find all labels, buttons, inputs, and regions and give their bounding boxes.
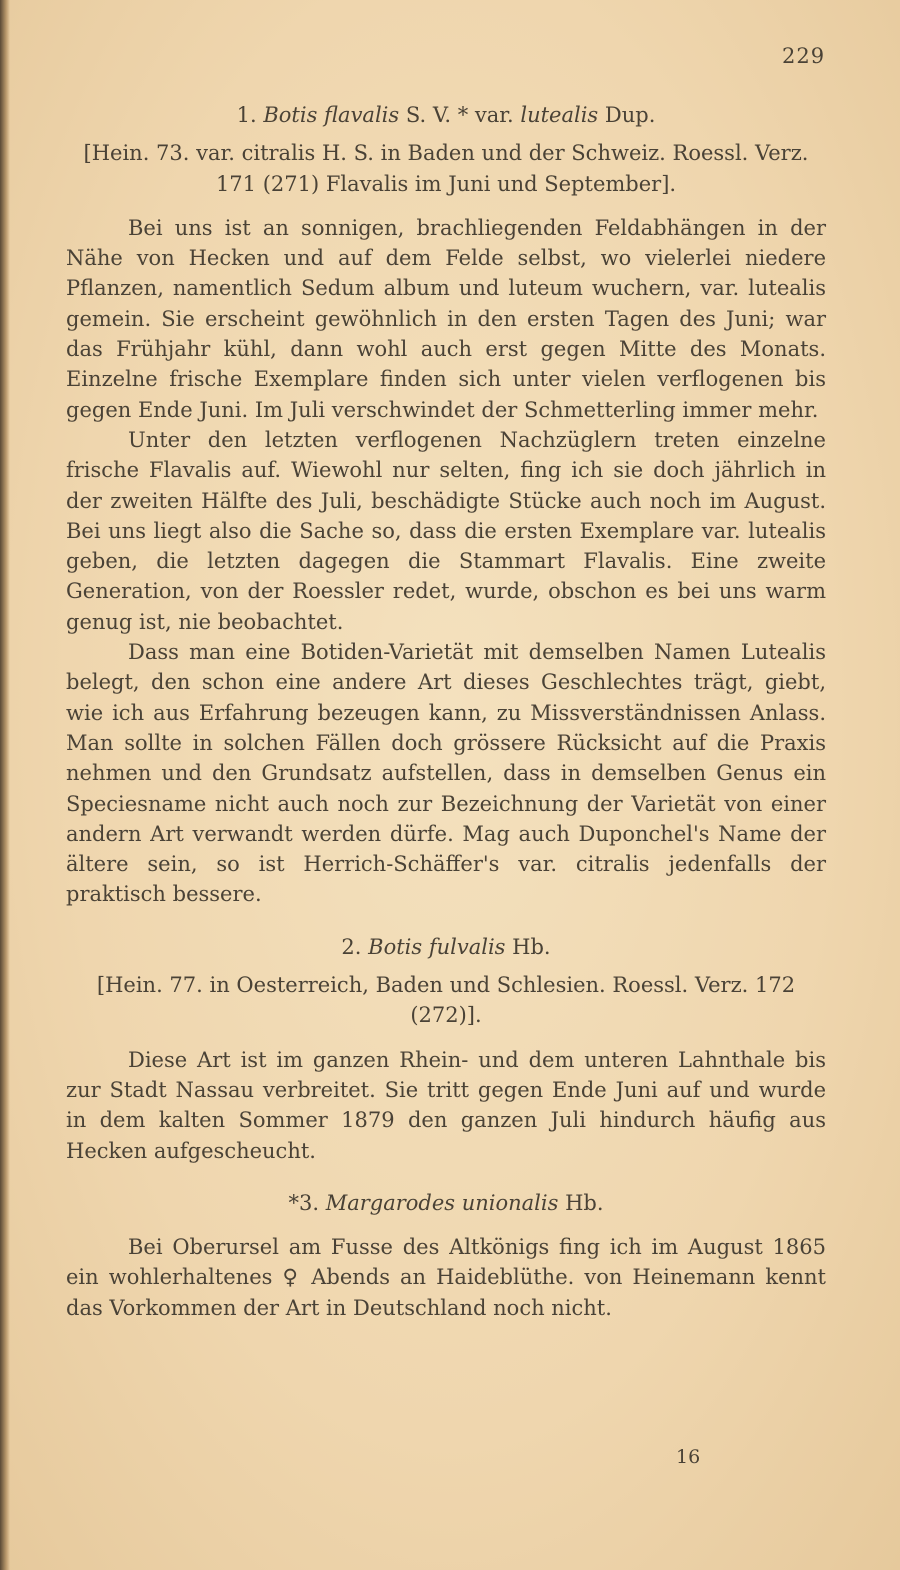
species-name: Margarodes unionalis bbox=[325, 1190, 559, 1215]
variety-author: Dup. bbox=[604, 103, 656, 127]
species-name: Botis fulvalis bbox=[368, 934, 506, 959]
signature-mark: 16 bbox=[676, 1446, 701, 1468]
species-number: *3. bbox=[288, 1190, 320, 1215]
species-heading-3 bbox=[66, 1188, 826, 1218]
literature-reference: [Hein. 73. var. citralis H. S. in Baden und der Schweiz. Roessl. Verz. 171 (271) Flavalis im Juni und September]. bbox=[83, 141, 809, 196]
species-number: 2. bbox=[341, 934, 362, 959]
species-number: 1. bbox=[236, 103, 257, 127]
species-heading-1 bbox=[66, 100, 826, 130]
paragraph: Dass man eine Botiden-Varietät mit demselben Namen Lutealis belegt, den schon eine andere Art dieses Geschlechtes trägt, giebt, wie ich aus Erfahrung bezeugen kann, zu Missverständnissen Anlass. Man sollte in solchen Fällen doch grössere Rücksicht auf die Praxis nehmen und den Grundsatz aufstellen, dass in demselben Genus ein Speciesname nicht auch noch zur Bezeichnung der Varietät von einer andern Art verwandt werden dürfe. Mag auch Duponchel's Name der ältere sein, so ist Herrich-Schäffer's var. citralis jedenfalls der praktisch bessere. bbox=[66, 640, 826, 907]
paragraph: Diese Art ist im ganzen Rhein- und dem unteren Lahnthale bis zur Stadt Nassau verbreitet. Sie tritt gegen Ende Juni auf und wurde in dem kalten Sommer 1879 den ganzen Juli hindurch häufig aus Hecken aufgescheucht. bbox=[66, 1047, 826, 1163]
page-number: 229 bbox=[782, 44, 826, 68]
species-author: Hb. bbox=[512, 934, 551, 959]
species-heading-2 bbox=[66, 932, 826, 962]
paragraph: Unter den letzten verflogenen Nachzüglern treten einzelne frische Flavalis auf. Wiewohl nur selten, fing ich sie doch jährlich in der zweiten Hälfte des Juli, beschädigte Stücke auch noch im August. Bei uns liegt also die Sache so, dass die ersten Exemplare var. lutealis geben, die letzten dagegen die Stammart Flavalis. Eine zweite Generation, von der Roessler redet, wurde, obschon es bei uns warm genug ist, nie beobachtet. bbox=[66, 427, 826, 634]
species-author: Hb. bbox=[565, 1190, 604, 1215]
species-author: S. V. * var. bbox=[405, 103, 514, 127]
paragraph: Bei Oberursel am Fusse des Altkönigs fing ich im August 1865 ein wohlerhaltenes ♀ Abends an Haideblüthe. von Heinemann kennt das Vorkommen der Art in Deutschland noch nicht. bbox=[66, 1235, 826, 1320]
page-body bbox=[66, 98, 826, 1323]
paragraph: Bei uns ist an sonnigen, brachliegenden Feldabhängen in der Nähe von Hecken und auf dem Felde selbst, wo vielerlei niedere Pflanzen, namentlich Sedum album und luteum wuchern, var. lutealis gemein. Sie erscheint gewöhnlich in den ersten Tagen des Juni; war das Frühjahr kühl, dann wohl auch erst gegen Mitte des Monats. Einzelne frische Exemplare finden sich unter vielen verflogenen bis gegen Ende Juni. Im Juli verschwindet der Schmetterling immer mehr. bbox=[66, 215, 826, 422]
species-name: Botis flavalis bbox=[263, 103, 400, 127]
page-binding-edge bbox=[0, 0, 10, 1570]
variety-name: lutealis bbox=[520, 103, 599, 127]
literature-reference: [Hein. 77. in Oesterreich, Baden und Schlesien. Roessl. Verz. 172 (272)]. bbox=[96, 973, 796, 1028]
